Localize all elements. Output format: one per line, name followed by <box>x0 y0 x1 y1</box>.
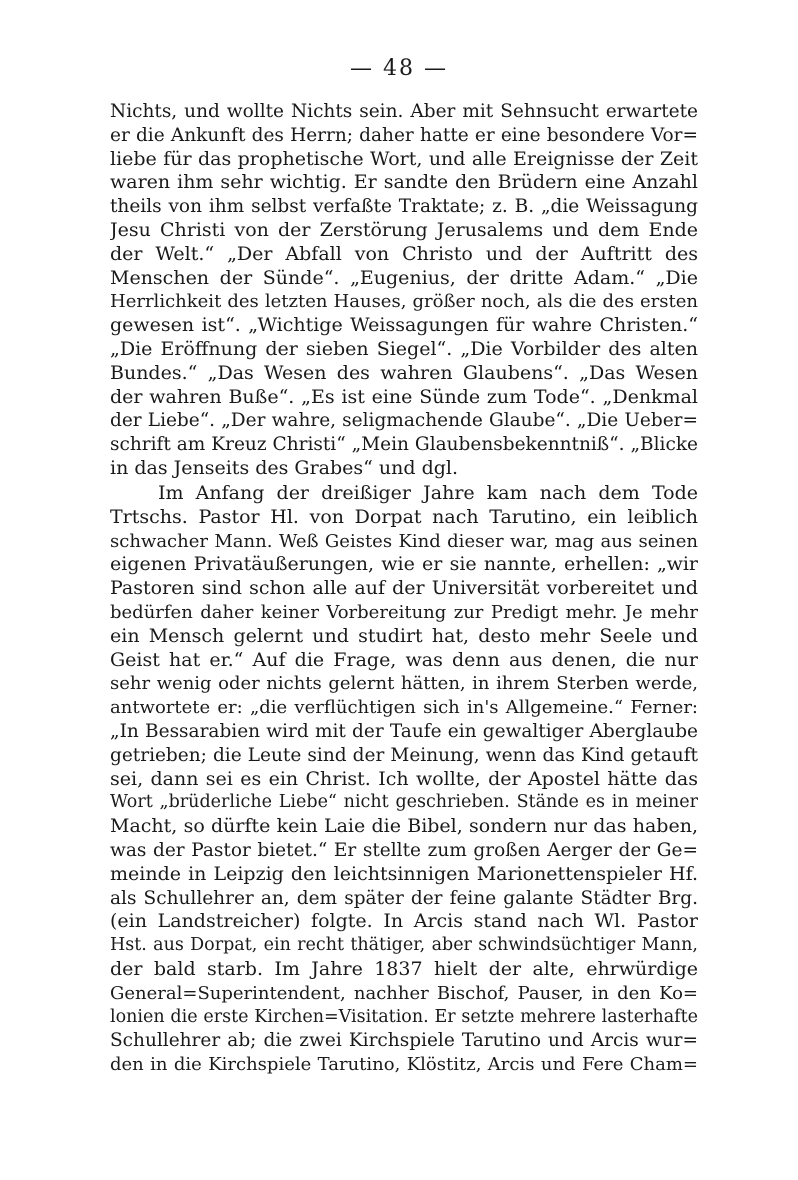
text-line: in das Jenseits des Grabes“ und dgl. <box>110 456 459 479</box>
text-line: schrift am Kreuz Christi“ „Mein Glaubensbekenntniß“. „Blicke <box>110 434 698 456</box>
text-line: waren ihm sehr wichtig. Er sandte den Brüdern eine Anzahl <box>110 171 698 194</box>
text-line: antwortete er: „die verflüchtigen sich in's Allgemeine.“ Ferner: <box>110 697 698 719</box>
text-line: der Liebe“. „Der wahre, seligmachende Glaube“. „Die Ueber= <box>110 410 698 432</box>
paragraph-2 <box>110 482 698 1077</box>
text-line: Jesu Christi von der Zerstörung Jerusalems und dem Ende <box>110 218 698 241</box>
text-line: lonien die erste Kirchen=Visitation. Er setzte mehrere lasterhafte <box>110 1006 698 1027</box>
text-line: sehr wenig oder nichts gelernt hätten, in ihrem Sterben werde, <box>110 673 698 695</box>
text-line: „In Bessarabien wird mit der Taufe ein gewaltiger Aberglaube <box>110 720 698 742</box>
text-line: meinde in Leipzig den leichtsinnigen Marionettenspieler Hf. <box>110 862 698 885</box>
text-line: bedürfen daher keiner Vorbereitung zur Predigt mehr. Je mehr <box>110 601 698 623</box>
text-line: als Schullehrer an, dem später der feine galante Städter Brg. <box>110 887 698 909</box>
text-line: getrieben; die Leute sind der Meinung, wenn das Kind getauft <box>110 744 698 766</box>
page-number: — 48 — <box>350 56 448 81</box>
text-line: Geist hat er.“ Auf die Frage, was denn aus denen, die nur <box>110 648 698 671</box>
text-line: Pastoren sind schon alle auf der Universität vorbereitet und <box>110 577 698 600</box>
text-line: Trtschs. Pastor Hl. von Dorpat nach Tarutino, ein leiblich <box>110 505 698 528</box>
text-line: was der Pastor bietet.“ Er stellte zum großen Aerger der Ge= <box>110 839 698 861</box>
text-line: liebe für das prophetische Wort, und alle Ereignisse der Zeit <box>110 147 698 170</box>
text-line: schwacher Mann. Weß Geistes Kind dieser war, mag aus seinen <box>110 530 698 552</box>
text-line: (ein Landstreicher) folgte. In Arcis stand nach Wl. Pastor <box>110 910 698 933</box>
text-line: Wort „brüderliche Liebe“ nicht geschrieben. Stände es in meiner <box>110 792 698 813</box>
text-line: sei, dann sei es ein Christ. Ich wollte, der Apostel hätte das <box>110 767 698 790</box>
text-line: Im Anfang der dreißiger Jahre kam nach dem Tode <box>158 482 698 504</box>
text-line: Hst. aus Dorpat, ein recht thätiger, aber schwindsüchtiger Mann, <box>110 935 698 956</box>
text-line: der wahren Buße“. „Es ist eine Sünde zum Tode“. „Denkmal <box>110 385 698 408</box>
text-line: „Die Eröffnung der sieben Siegel“. „Die Vorbilder des alten <box>110 337 698 360</box>
text-line: gewesen ist“. „Wichtige Weissagungen für wahre Christen.“ <box>110 314 698 337</box>
text-line: Bundes.“ „Das Wesen des wahren Glaubens“. „Das Wesen <box>110 361 698 384</box>
text-line: Menschen der Sünde“. „Eugenius, der dritte Adam.“ „Die <box>110 266 698 289</box>
text-line: den in die Kirchspiele Tarutino, Klöstitz, Arcis und Fere Cham= <box>110 1054 698 1076</box>
text-line: ein Mensch gelernt und studirt hat, desto mehr Seele und <box>110 624 698 647</box>
paragraph-1 <box>110 100 698 481</box>
text-line: Macht, so dürfte kein Laie die Bibel, sondern nur das haben, <box>110 815 698 838</box>
text-line: eigenen Privatäußerungen, wie er sie nannte, erhellen: „wir <box>110 553 698 576</box>
text-line: Nichts, und wollte Nichts sein. Aber mit Sehnsucht erwartete <box>110 101 698 122</box>
text-line: der bald starb. Im Jahre 1837 hielt der alte, ehrwürdige <box>110 957 698 980</box>
text-line: er die Ankunft des Herrn; daher hatte er eine besondere Vor= <box>110 124 698 146</box>
text-line: Herrlichkeit des letzten Hauses, größer noch, als die des ersten <box>110 291 698 313</box>
text-line: General=Superintendent, nachher Bischof, Pauser, in den Ko= <box>110 982 698 1004</box>
text-line: theils von ihm selbst verfaßte Traktate; z. B. „die Weissagung <box>110 196 698 218</box>
text-line: der Welt.“ „Der Abfall von Christo und der Auftritt des <box>110 242 698 265</box>
text-line: Schullehrer ab; die zwei Kirchspiele Tarutino und Arcis wur= <box>110 1030 698 1052</box>
